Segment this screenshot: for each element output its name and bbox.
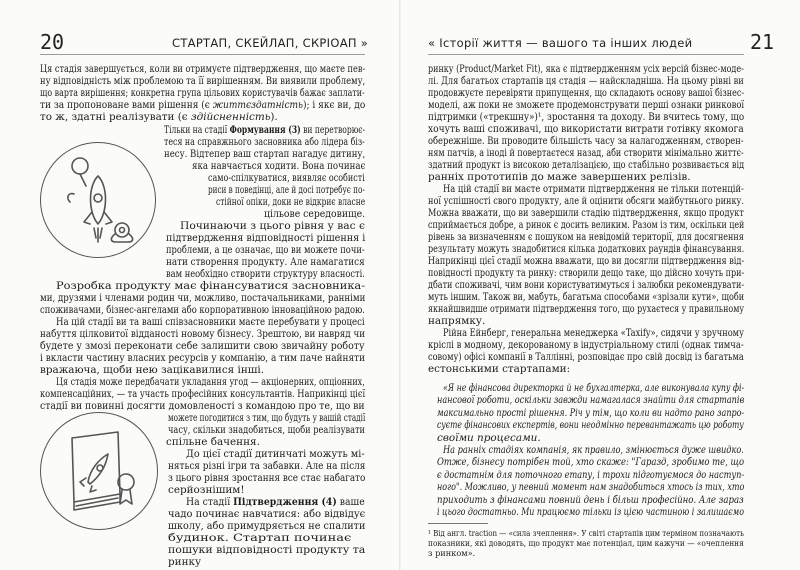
right-body-line: сприймається добре, а ринок є досить великим. Разом із тим, оскільки цей (428, 219, 745, 231)
left-body-line: риси в поведінці, але й досі потребує по- (208, 184, 365, 196)
right-body-line: Можна вважати, що ви завершили стадію підтвердження, якщо продукт (428, 207, 744, 219)
right-body-line: естонськими стартапами: (428, 363, 571, 375)
quote-line: ного". Можливо, у певний момент нам знадобиться хтось із тих, хто (437, 481, 745, 494)
quote-line: максимально прості рішення. Річ у тім, що коли ви надто рано запро- (437, 406, 745, 419)
right-body-line: ної успішності свого продукту, але й оцінити обсяги майбутнього ринку. (428, 195, 744, 207)
left-body-line: школу, або примудряється не спалити (168, 520, 366, 532)
left-body-line: чадо починає навчатися: або відвідує (168, 508, 366, 520)
left-body-line: стадії ви повинні досягти домовленості з командою про те, що ви (40, 400, 365, 412)
right-page (401, 0, 800, 570)
right-body-line: муть іншим. Також ви, мабуть, багатьма способами «зрізали кути», щоби (428, 291, 745, 303)
left-body-line: Починаючи з цього рівня у вас є (180, 220, 365, 232)
right-body-line: продовжуєте перевіряти припущення, що складають основу вашої бізнес- (428, 87, 745, 99)
left-body-line: На цій стадії ви та ваші співзасновники маєте перебувати у процесі (56, 316, 365, 328)
left-body-line: вражаюча, щоби нею зацікавилися інші. (40, 364, 265, 376)
left-body-line: ти за пропоноване вами рішення (є життєздатність); і якє ви, до (40, 99, 366, 111)
right-page-number: 21 (750, 30, 775, 54)
right-body-line: хочуть ваші споживачі, що використати витрати готівку якомога (428, 123, 744, 135)
left-page (0, 0, 399, 570)
left-body-line: теся на справжнього засновника або лідера біз- (164, 136, 365, 148)
left-body-line: то ж, здатні реалізувати (є здійсненність). (40, 111, 278, 123)
right-body-line: Рійна Ейнберг, генеральна менеджерка «Taxify», сидячи у зручному (443, 327, 744, 339)
left-page-number: 20 (40, 30, 65, 54)
quote-line: нансової роботи, оскільки завжди намагалася знайти для стартапів (437, 394, 745, 407)
left-body-line: вам необхідно створити структуру власності. (166, 268, 365, 280)
right-running-head: « Історії життя — вашого та інших людей (428, 36, 693, 50)
footnote-line: ¹ Від англ. traction — «сила зчеплення». У світі стартапів цим терміном позначають (428, 528, 744, 538)
left-body-line: До цієї стадії дитинчаті можуть мі- (186, 448, 365, 460)
quote-line: приходить з фінансами повний день і більш професійно. Але зараз (437, 493, 744, 506)
left-body-line: яка навчається ходити. Вона починає (192, 160, 366, 172)
right-body-line: моделі, аж поки не зможете продемонструвати перші ознаки ринкової (428, 99, 745, 111)
left-body-line: Ця стадія завершується, коли ви отримуєте підтвердження, що маєте пев- (40, 63, 366, 75)
footnote-line: з ринком». (428, 548, 476, 558)
left-body-line: Розробка продукту має фінансуватися засновника- (56, 280, 366, 292)
quote-line: і цього достатньо. Ми працюємо тільки із цією частиною і залишаємо (437, 506, 744, 518)
left-body-line: що варта вирішення; конкретна група цільових користувачів бажає заплати- (40, 87, 365, 99)
right-body-line: ранніх прототипів до маже завершених релізів. (428, 171, 691, 183)
quote-line: Отже, бізнесу потрібен той, хто скаже: "Гаразд, зробимо те, що (437, 456, 745, 469)
right-header-rule (428, 54, 744, 55)
left-body-line: спільне бачення. (166, 436, 260, 448)
quote-line: суєте фінансових експертів, вони неодмінно перевантажать цю роботу (437, 419, 744, 432)
left-body-line: будинок. Стартап починає (168, 532, 352, 544)
right-body-line: На цій стадії ви маєте отримати підтвердження не тільки потенцій- (443, 183, 744, 195)
left-body-line: набуття цілковитої відданості новому бізнесу. Зрештою, ви навряд чи (40, 328, 366, 340)
right-body-line: повідності продукту та ринку: створили дещо таке, що дійсно хочуть при- (428, 267, 745, 279)
footnote-line: показники, які доводять, що продукт має потенціал, цим кажучи — «очеплення (428, 538, 744, 548)
right-body-line: якнайшвидше отримати підтвердження того, що рухаєтеся у правильному (428, 303, 745, 315)
left-body-line: компенсаційних, — та участь професійних консультантів. Наприкінці цієї (40, 388, 366, 400)
left-body-line: ринку (168, 556, 202, 568)
left-body-line: ну відповідність між проблемою та її вирішенням. Ви виявили проблему, (40, 75, 366, 87)
right-body-line: підтримки («трекшну»)¹, зростання та доходу. Ви вчитесь тому, що (428, 111, 745, 123)
quote-line: На ранніх стадіях компанія, як правило, змінюється дуже швидко. (443, 444, 744, 456)
left-body-line: можете погодитися з тим, що будуть у вашій стадії (168, 412, 366, 424)
left-body-line: з цього рівня зростання все стає набагато (168, 472, 366, 484)
rocket-book-icon (40, 412, 158, 530)
left-body-line: пошуки відповідності продукту та (168, 544, 366, 556)
left-body-line: само-спілкуватися, виявляє особисті (208, 172, 365, 184)
left-body-line: серйознішим! (168, 484, 245, 496)
left-body-line: проблеми, а це означає, що ви можете почи- (166, 244, 365, 256)
left-body-line: стійної опіки, доки не відкриє власне (216, 196, 366, 208)
right-body-line: Наприкінці цієї стадії можна вважати, що ви досягли підтвердження від- (428, 255, 745, 267)
rocket-pacifier-icon (40, 142, 156, 258)
right-body-line: обережніше. Ви проводите більшість часу за налагодженням, створен- (428, 135, 744, 147)
left-body-line: нати створення продукту. Але намагатися (166, 256, 365, 268)
right-body-line: здатний продукт із високою деталізацією, що стабільно розвивається від (428, 159, 745, 171)
left-body-line: і вкласти частину власних ресурсів у компанію, а тим паче найняти (40, 352, 366, 364)
left-header-rule (40, 54, 365, 55)
left-body-line: будете у змозі переконати себе залишити свою звичайну роботу (40, 340, 365, 352)
left-body-line: няться різні ігри та забавки. Але на після (168, 460, 366, 472)
right-body-line: совому) офісі компанії в Таллінні, розповідає про свій досвід із багатьма (428, 351, 744, 363)
left-running-head: СТАРТАП, СКЕЙЛАП, СКРІОАП » (172, 36, 369, 50)
quote-line: «Я не фінансова директорка й не бухгалтерка, але виконувала купу фі- (443, 382, 745, 394)
footnote-rule (428, 523, 488, 524)
left-body-line: часу, скільки знадобиться, щоби реалізувати (168, 424, 366, 436)
left-body-line: На стадії Підтвердження (4) ваше (186, 496, 365, 508)
right-body-line: кріслі в модному, декорованому в індустріальному стилі (однак тимча- (428, 339, 744, 351)
quote-line: своїми процесами. (437, 431, 541, 444)
left-body-line: Ця стадія може передбачати укладання угод — акціонерних, опціонних, (56, 376, 365, 388)
left-body-line: ми, друзями і членами родин чи, можливо, постачальниками, ранніми (40, 292, 366, 304)
quote-line: є достатнім для поточного етапу, і трохи підготуємося до наступ- (437, 468, 745, 481)
right-body-line: результату можуть знадобитися кілька додаткових раундів фінансування. (428, 243, 745, 255)
left-body-line: цільове середовище. (264, 208, 366, 220)
left-body-line: Тільки на стадії Формування (3) ви перетворює- (164, 124, 366, 136)
right-body-line: ням патчів, а іноді й повертаєтеся назад, аби створити мінімально життє- (428, 147, 744, 159)
left-body-line: несу. Відтепер ваш стартап нагадує дитину, (164, 148, 366, 160)
left-body-line: підтвердження відповідності рішення і (166, 232, 366, 244)
left-body-line: споживачами, бізнес-ангелами або корпоративною інноваційною радою. (40, 304, 365, 316)
right-body-line: ринку (Product/Market Fit), яка є підтвердженням усіх версій бізнес-моде- (428, 63, 744, 75)
right-body-line: рівень за визначенням є пошуком на невідомій території, для досягнення (428, 231, 744, 243)
right-body-line: дбати споживачі, чим вони користуватимуться і залюбки рекомендувати- (428, 279, 745, 291)
right-body-line: лі. Для багатьох стартапів ця стадія — найскладніша. На цьому рівні ви (428, 75, 744, 87)
right-body-line: напрямку. (428, 315, 486, 327)
